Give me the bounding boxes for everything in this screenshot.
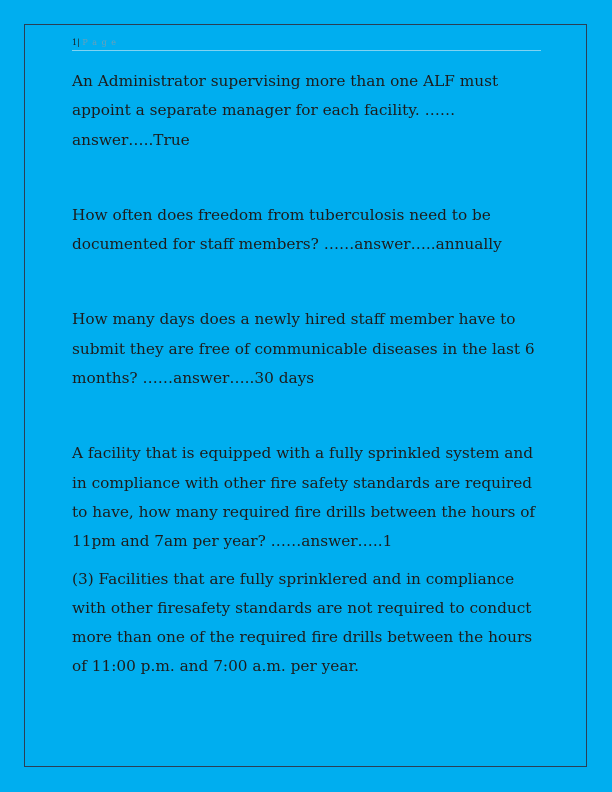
explanation-paragraph: (3) Facilities that are fully sprinklered and in compliance with other firesafety standards are not required to conduct more than one of the required fire drills between the hours of 11:00 p.m. and 7:00 a.m. per year. [72,569,533,676]
question-paragraph: A facility that is equipped with a fully sprinkled system and in compliance with other fire safety standards are required to have, how many required fire drills between the hours of 11pm and 7am per year? ……answer…..1 [72,444,536,551]
question-paragraph: How often does freedom from tuberculosis need to be documented for staff members? ……answer…..annually [72,205,502,254]
page-label: P a g e [82,38,117,47]
question-paragraph: An Administrator supervising more than one ALF must appoint a separate manager for each facility. ……answer…..True [72,72,499,149]
document-body [72,67,544,682]
question-paragraph: How many days does a newly hired staff member have to submit they are free of communicable diseases in the last 6 months? ……answer…..30 days [72,310,535,388]
header-separator: | [77,38,80,47]
page-number: 1 [72,38,78,47]
page-header [72,36,541,51]
